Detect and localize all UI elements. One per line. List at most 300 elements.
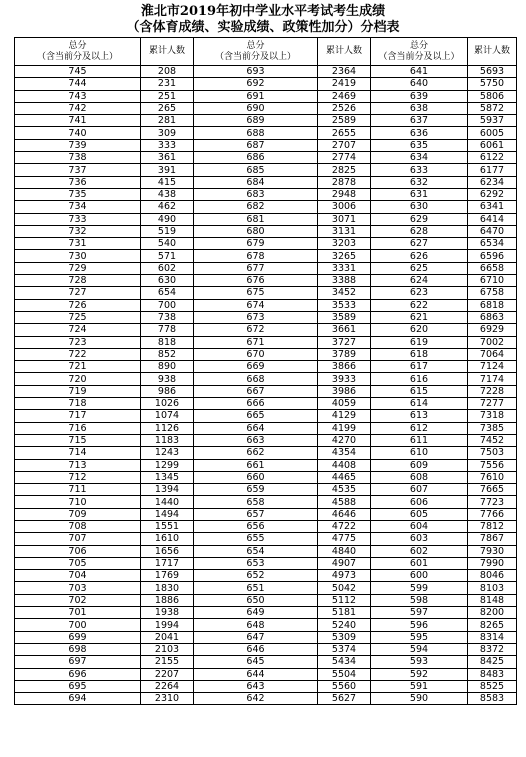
table-cell: 1126 bbox=[141, 422, 194, 434]
table-cell: 593 bbox=[371, 656, 468, 668]
table-cell: 702 bbox=[15, 594, 141, 606]
header-count-1: 累计人数 bbox=[141, 38, 194, 66]
table-cell: 6414 bbox=[468, 213, 517, 225]
header-score-label: 总分 bbox=[68, 40, 87, 51]
table-cell: 656 bbox=[194, 520, 318, 532]
table-cell: 717 bbox=[15, 410, 141, 422]
table-cell: 660 bbox=[194, 471, 318, 483]
table-cell: 7930 bbox=[468, 545, 517, 557]
table-cell: 603 bbox=[371, 533, 468, 545]
table-cell: 662 bbox=[194, 447, 318, 459]
table-cell: 6122 bbox=[468, 152, 517, 164]
table-cell: 1610 bbox=[141, 533, 194, 545]
table-cell: 6341 bbox=[468, 201, 517, 213]
table-cell: 653 bbox=[194, 557, 318, 569]
table-cell: 1717 bbox=[141, 557, 194, 569]
table-cell: 682 bbox=[194, 201, 318, 213]
table-cell: 3727 bbox=[318, 336, 371, 348]
table-row bbox=[15, 90, 517, 102]
table-cell: 679 bbox=[194, 238, 318, 250]
table-cell: 3866 bbox=[318, 361, 371, 373]
table-cell: 629 bbox=[371, 213, 468, 225]
table-row bbox=[15, 484, 517, 496]
table-row bbox=[15, 213, 517, 225]
table-row bbox=[15, 348, 517, 360]
table-cell: 7610 bbox=[468, 471, 517, 483]
table-cell: 627 bbox=[371, 238, 468, 250]
table-row bbox=[15, 164, 517, 176]
table-row bbox=[15, 693, 517, 705]
table-row bbox=[15, 520, 517, 532]
table-cell: 1656 bbox=[141, 545, 194, 557]
table-cell: 640 bbox=[371, 78, 468, 90]
table-cell: 3388 bbox=[318, 275, 371, 287]
table-cell: 8200 bbox=[468, 607, 517, 619]
table-cell: 733 bbox=[15, 213, 141, 225]
table-cell: 3131 bbox=[318, 225, 371, 237]
table-cell: 3203 bbox=[318, 238, 371, 250]
table-cell: 8314 bbox=[468, 631, 517, 643]
table-cell: 3661 bbox=[318, 324, 371, 336]
document-title: 淮北市2019年初中学业水平考试考生成绩 bbox=[140, 4, 386, 19]
table-cell: 592 bbox=[371, 668, 468, 680]
table-cell: 635 bbox=[371, 139, 468, 151]
table-cell: 681 bbox=[194, 213, 318, 225]
table-row bbox=[15, 582, 517, 594]
table-cell: 625 bbox=[371, 262, 468, 274]
table-cell: 3933 bbox=[318, 373, 371, 385]
table-cell: 2774 bbox=[318, 152, 371, 164]
table-cell: 7318 bbox=[468, 410, 517, 422]
table-cell: 1394 bbox=[141, 484, 194, 496]
table-cell: 605 bbox=[371, 508, 468, 520]
table-row bbox=[15, 188, 517, 200]
table-cell: 602 bbox=[141, 262, 194, 274]
table-cell: 7867 bbox=[468, 533, 517, 545]
header-count-2: 累计人数 bbox=[318, 38, 371, 66]
table-cell: 655 bbox=[194, 533, 318, 545]
table-row bbox=[15, 115, 517, 127]
table-cell: 677 bbox=[194, 262, 318, 274]
table-cell: 652 bbox=[194, 570, 318, 582]
table-row bbox=[15, 324, 517, 336]
header-score-label: 总分 bbox=[409, 40, 428, 51]
table-cell: 2526 bbox=[318, 102, 371, 114]
table-cell: 4535 bbox=[318, 484, 371, 496]
table-cell: 612 bbox=[371, 422, 468, 434]
table-cell: 726 bbox=[15, 299, 141, 311]
table-cell: 698 bbox=[15, 643, 141, 655]
table-row bbox=[15, 619, 517, 631]
table-cell: 6292 bbox=[468, 188, 517, 200]
table-cell: 741 bbox=[15, 115, 141, 127]
table-cell: 208 bbox=[141, 66, 194, 78]
table-cell: 684 bbox=[194, 176, 318, 188]
table-cell: 723 bbox=[15, 336, 141, 348]
table-cell: 743 bbox=[15, 90, 141, 102]
table-cell: 700 bbox=[15, 619, 141, 631]
table-cell: 2364 bbox=[318, 66, 371, 78]
table-cell: 722 bbox=[15, 348, 141, 360]
table-cell: 626 bbox=[371, 250, 468, 262]
table-cell: 1026 bbox=[141, 398, 194, 410]
table-cell: 633 bbox=[371, 164, 468, 176]
table-cell: 632 bbox=[371, 176, 468, 188]
table-cell: 6177 bbox=[468, 164, 517, 176]
table-cell: 7812 bbox=[468, 520, 517, 532]
table-cell: 701 bbox=[15, 607, 141, 619]
document-subtitle: （含体育成绩、实验成绩、政策性加分）分档表 bbox=[126, 20, 400, 35]
table-cell: 737 bbox=[15, 164, 141, 176]
table-cell: 628 bbox=[371, 225, 468, 237]
table-row bbox=[15, 373, 517, 385]
table-cell: 665 bbox=[194, 410, 318, 422]
table-cell: 3589 bbox=[318, 311, 371, 323]
table-cell: 646 bbox=[194, 643, 318, 655]
header-score-2 bbox=[194, 38, 318, 66]
table-cell: 7452 bbox=[468, 434, 517, 446]
table-cell: 2469 bbox=[318, 90, 371, 102]
table-cell: 683 bbox=[194, 188, 318, 200]
table-cell: 597 bbox=[371, 607, 468, 619]
table-cell: 654 bbox=[194, 545, 318, 557]
table-cell: 630 bbox=[371, 201, 468, 213]
table-row bbox=[15, 250, 517, 262]
table-cell: 738 bbox=[141, 311, 194, 323]
table-cell: 631 bbox=[371, 188, 468, 200]
table-row bbox=[15, 127, 517, 139]
table-cell: 667 bbox=[194, 385, 318, 397]
table-cell: 648 bbox=[194, 619, 318, 631]
table-cell: 6234 bbox=[468, 176, 517, 188]
table-cell: 720 bbox=[15, 373, 141, 385]
table-cell: 8525 bbox=[468, 680, 517, 692]
table-cell: 391 bbox=[141, 164, 194, 176]
header-count-3: 累计人数 bbox=[468, 38, 517, 66]
table-row bbox=[15, 447, 517, 459]
table-cell: 281 bbox=[141, 115, 194, 127]
table-cell: 1551 bbox=[141, 520, 194, 532]
table-cell: 4408 bbox=[318, 459, 371, 471]
table-cell: 8148 bbox=[468, 594, 517, 606]
table-cell: 728 bbox=[15, 275, 141, 287]
table-cell: 519 bbox=[141, 225, 194, 237]
table-row bbox=[15, 643, 517, 655]
table-cell: 735 bbox=[15, 188, 141, 200]
table-cell: 615 bbox=[371, 385, 468, 397]
table-cell: 1183 bbox=[141, 434, 194, 446]
table-cell: 724 bbox=[15, 324, 141, 336]
table-body bbox=[15, 66, 517, 705]
table-cell: 596 bbox=[371, 619, 468, 631]
table-row bbox=[15, 176, 517, 188]
table-cell: 986 bbox=[141, 385, 194, 397]
table-row bbox=[15, 508, 517, 520]
header-score-1 bbox=[15, 38, 141, 66]
table-cell: 676 bbox=[194, 275, 318, 287]
table-cell: 7766 bbox=[468, 508, 517, 520]
table-cell: 666 bbox=[194, 398, 318, 410]
table-cell: 686 bbox=[194, 152, 318, 164]
table-cell: 680 bbox=[194, 225, 318, 237]
table-cell: 540 bbox=[141, 238, 194, 250]
table-cell: 601 bbox=[371, 557, 468, 569]
table-cell: 5240 bbox=[318, 619, 371, 631]
table-cell: 2041 bbox=[141, 631, 194, 643]
table-cell: 730 bbox=[15, 250, 141, 262]
table-cell: 657 bbox=[194, 508, 318, 520]
table-row bbox=[15, 385, 517, 397]
table-row bbox=[15, 496, 517, 508]
table-row bbox=[15, 152, 517, 164]
table-row bbox=[15, 533, 517, 545]
table-cell: 6818 bbox=[468, 299, 517, 311]
table-cell: 727 bbox=[15, 287, 141, 299]
table-cell: 1440 bbox=[141, 496, 194, 508]
table-cell: 617 bbox=[371, 361, 468, 373]
table-cell: 8046 bbox=[468, 570, 517, 582]
table-cell: 5627 bbox=[318, 693, 371, 705]
table-cell: 687 bbox=[194, 139, 318, 151]
table-cell: 6534 bbox=[468, 238, 517, 250]
table-cell: 7124 bbox=[468, 361, 517, 373]
table-cell: 745 bbox=[15, 66, 141, 78]
table-row bbox=[15, 570, 517, 582]
table-cell: 649 bbox=[194, 607, 318, 619]
table-row bbox=[15, 398, 517, 410]
table-cell: 6596 bbox=[468, 250, 517, 262]
table-cell: 251 bbox=[141, 90, 194, 102]
table-row bbox=[15, 275, 517, 287]
table-cell: 664 bbox=[194, 422, 318, 434]
table-cell: 721 bbox=[15, 361, 141, 373]
table-cell: 609 bbox=[371, 459, 468, 471]
table-cell: 2589 bbox=[318, 115, 371, 127]
table-cell: 690 bbox=[194, 102, 318, 114]
table-cell: 707 bbox=[15, 533, 141, 545]
table-cell: 708 bbox=[15, 520, 141, 532]
table-row bbox=[15, 557, 517, 569]
table-cell: 5112 bbox=[318, 594, 371, 606]
table-cell: 938 bbox=[141, 373, 194, 385]
table-cell: 8583 bbox=[468, 693, 517, 705]
table-cell: 642 bbox=[194, 693, 318, 705]
table-cell: 670 bbox=[194, 348, 318, 360]
table-cell: 729 bbox=[15, 262, 141, 274]
table-cell: 6863 bbox=[468, 311, 517, 323]
table-cell: 2878 bbox=[318, 176, 371, 188]
table-cell: 4354 bbox=[318, 447, 371, 459]
table-row bbox=[15, 471, 517, 483]
table-cell: 3071 bbox=[318, 213, 371, 225]
table-cell: 610 bbox=[371, 447, 468, 459]
table-cell: 5693 bbox=[468, 66, 517, 78]
table-cell: 8265 bbox=[468, 619, 517, 631]
table-row bbox=[15, 238, 517, 250]
table-cell: 710 bbox=[15, 496, 141, 508]
table-cell: 713 bbox=[15, 459, 141, 471]
table-cell: 361 bbox=[141, 152, 194, 164]
table-cell: 462 bbox=[141, 201, 194, 213]
table-row bbox=[15, 336, 517, 348]
table-cell: 651 bbox=[194, 582, 318, 594]
table-cell: 715 bbox=[15, 434, 141, 446]
table-cell: 2155 bbox=[141, 656, 194, 668]
table-cell: 654 bbox=[141, 287, 194, 299]
table-cell: 4646 bbox=[318, 508, 371, 520]
table-cell: 2310 bbox=[141, 693, 194, 705]
table-cell: 719 bbox=[15, 385, 141, 397]
table-cell: 1938 bbox=[141, 607, 194, 619]
table-cell: 2825 bbox=[318, 164, 371, 176]
table-cell: 731 bbox=[15, 238, 141, 250]
table-cell: 696 bbox=[15, 668, 141, 680]
table-cell: 645 bbox=[194, 656, 318, 668]
table-cell: 688 bbox=[194, 127, 318, 139]
table-cell: 1074 bbox=[141, 410, 194, 422]
table-cell: 699 bbox=[15, 631, 141, 643]
table-cell: 740 bbox=[15, 127, 141, 139]
table-cell: 613 bbox=[371, 410, 468, 422]
table-cell: 623 bbox=[371, 287, 468, 299]
table-cell: 697 bbox=[15, 656, 141, 668]
table-cell: 641 bbox=[371, 66, 468, 78]
table-cell: 595 bbox=[371, 631, 468, 643]
table-cell: 1299 bbox=[141, 459, 194, 471]
table-cell: 669 bbox=[194, 361, 318, 373]
table-row bbox=[15, 225, 517, 237]
table-cell: 1769 bbox=[141, 570, 194, 582]
table-cell: 742 bbox=[15, 102, 141, 114]
table-row bbox=[15, 78, 517, 90]
table-cell: 600 bbox=[371, 570, 468, 582]
table-cell: 602 bbox=[371, 545, 468, 557]
table-cell: 1886 bbox=[141, 594, 194, 606]
table-cell: 744 bbox=[15, 78, 141, 90]
table-cell: 700 bbox=[141, 299, 194, 311]
table-row bbox=[15, 607, 517, 619]
table-cell: 692 bbox=[194, 78, 318, 90]
table-cell: 616 bbox=[371, 373, 468, 385]
table-cell: 3006 bbox=[318, 201, 371, 213]
table-cell: 618 bbox=[371, 348, 468, 360]
table-cell: 739 bbox=[15, 139, 141, 151]
table-cell: 1494 bbox=[141, 508, 194, 520]
table-cell: 4465 bbox=[318, 471, 371, 483]
table-cell: 712 bbox=[15, 471, 141, 483]
table-cell: 7277 bbox=[468, 398, 517, 410]
table-row bbox=[15, 545, 517, 557]
table-cell: 6061 bbox=[468, 139, 517, 151]
table-cell: 2103 bbox=[141, 643, 194, 655]
table-cell: 4199 bbox=[318, 422, 371, 434]
table-cell: 438 bbox=[141, 188, 194, 200]
table-row bbox=[15, 299, 517, 311]
table-cell: 2948 bbox=[318, 188, 371, 200]
table-cell: 598 bbox=[371, 594, 468, 606]
table-cell: 619 bbox=[371, 336, 468, 348]
table-cell: 852 bbox=[141, 348, 194, 360]
table-row bbox=[15, 668, 517, 680]
table-cell: 716 bbox=[15, 422, 141, 434]
table-cell: 4722 bbox=[318, 520, 371, 532]
table-cell: 608 bbox=[371, 471, 468, 483]
table-cell: 674 bbox=[194, 299, 318, 311]
table-cell: 639 bbox=[371, 90, 468, 102]
table-cell: 5937 bbox=[468, 115, 517, 127]
table-row bbox=[15, 410, 517, 422]
table-cell: 7665 bbox=[468, 484, 517, 496]
table-row bbox=[15, 201, 517, 213]
table-cell: 7503 bbox=[468, 447, 517, 459]
table-cell: 704 bbox=[15, 570, 141, 582]
table-cell: 620 bbox=[371, 324, 468, 336]
header-score-sub: （含当前分及以上） bbox=[36, 51, 118, 62]
table-cell: 611 bbox=[371, 434, 468, 446]
table-cell: 673 bbox=[194, 311, 318, 323]
table-row bbox=[15, 680, 517, 692]
table-cell: 7556 bbox=[468, 459, 517, 471]
table-cell: 591 bbox=[371, 680, 468, 692]
table-cell: 5806 bbox=[468, 90, 517, 102]
table-cell: 689 bbox=[194, 115, 318, 127]
table-cell: 630 bbox=[141, 275, 194, 287]
table-cell: 658 bbox=[194, 496, 318, 508]
table-cell: 818 bbox=[141, 336, 194, 348]
table-cell: 3986 bbox=[318, 385, 371, 397]
table-cell: 624 bbox=[371, 275, 468, 287]
table-row bbox=[15, 102, 517, 114]
table-row bbox=[15, 361, 517, 373]
table-cell: 1830 bbox=[141, 582, 194, 594]
table-cell: 5042 bbox=[318, 582, 371, 594]
table-cell: 1994 bbox=[141, 619, 194, 631]
table-row bbox=[15, 262, 517, 274]
table-cell: 265 bbox=[141, 102, 194, 114]
header-score-sub: （含当前分及以上） bbox=[378, 51, 460, 62]
table-cell: 231 bbox=[141, 78, 194, 90]
table-cell: 890 bbox=[141, 361, 194, 373]
table-cell: 2655 bbox=[318, 127, 371, 139]
table-cell: 1243 bbox=[141, 447, 194, 459]
table-cell: 622 bbox=[371, 299, 468, 311]
table-cell: 4059 bbox=[318, 398, 371, 410]
table-cell: 644 bbox=[194, 668, 318, 680]
table-cell: 621 bbox=[371, 311, 468, 323]
table-cell: 638 bbox=[371, 102, 468, 114]
table-cell: 738 bbox=[15, 152, 141, 164]
table-cell: 6470 bbox=[468, 225, 517, 237]
table-cell: 2419 bbox=[318, 78, 371, 90]
table-cell: 672 bbox=[194, 324, 318, 336]
table-cell: 636 bbox=[371, 127, 468, 139]
table-cell: 691 bbox=[194, 90, 318, 102]
table-cell: 614 bbox=[371, 398, 468, 410]
table-cell: 571 bbox=[141, 250, 194, 262]
table-cell: 5872 bbox=[468, 102, 517, 114]
table-cell: 714 bbox=[15, 447, 141, 459]
table-cell: 659 bbox=[194, 484, 318, 496]
table-cell: 705 bbox=[15, 557, 141, 569]
score-table bbox=[14, 37, 517, 705]
table-cell: 4840 bbox=[318, 545, 371, 557]
table-cell: 607 bbox=[371, 484, 468, 496]
table-cell: 663 bbox=[194, 434, 318, 446]
table-cell: 3265 bbox=[318, 250, 371, 262]
table-cell: 8483 bbox=[468, 668, 517, 680]
table-cell: 6658 bbox=[468, 262, 517, 274]
table-cell: 333 bbox=[141, 139, 194, 151]
